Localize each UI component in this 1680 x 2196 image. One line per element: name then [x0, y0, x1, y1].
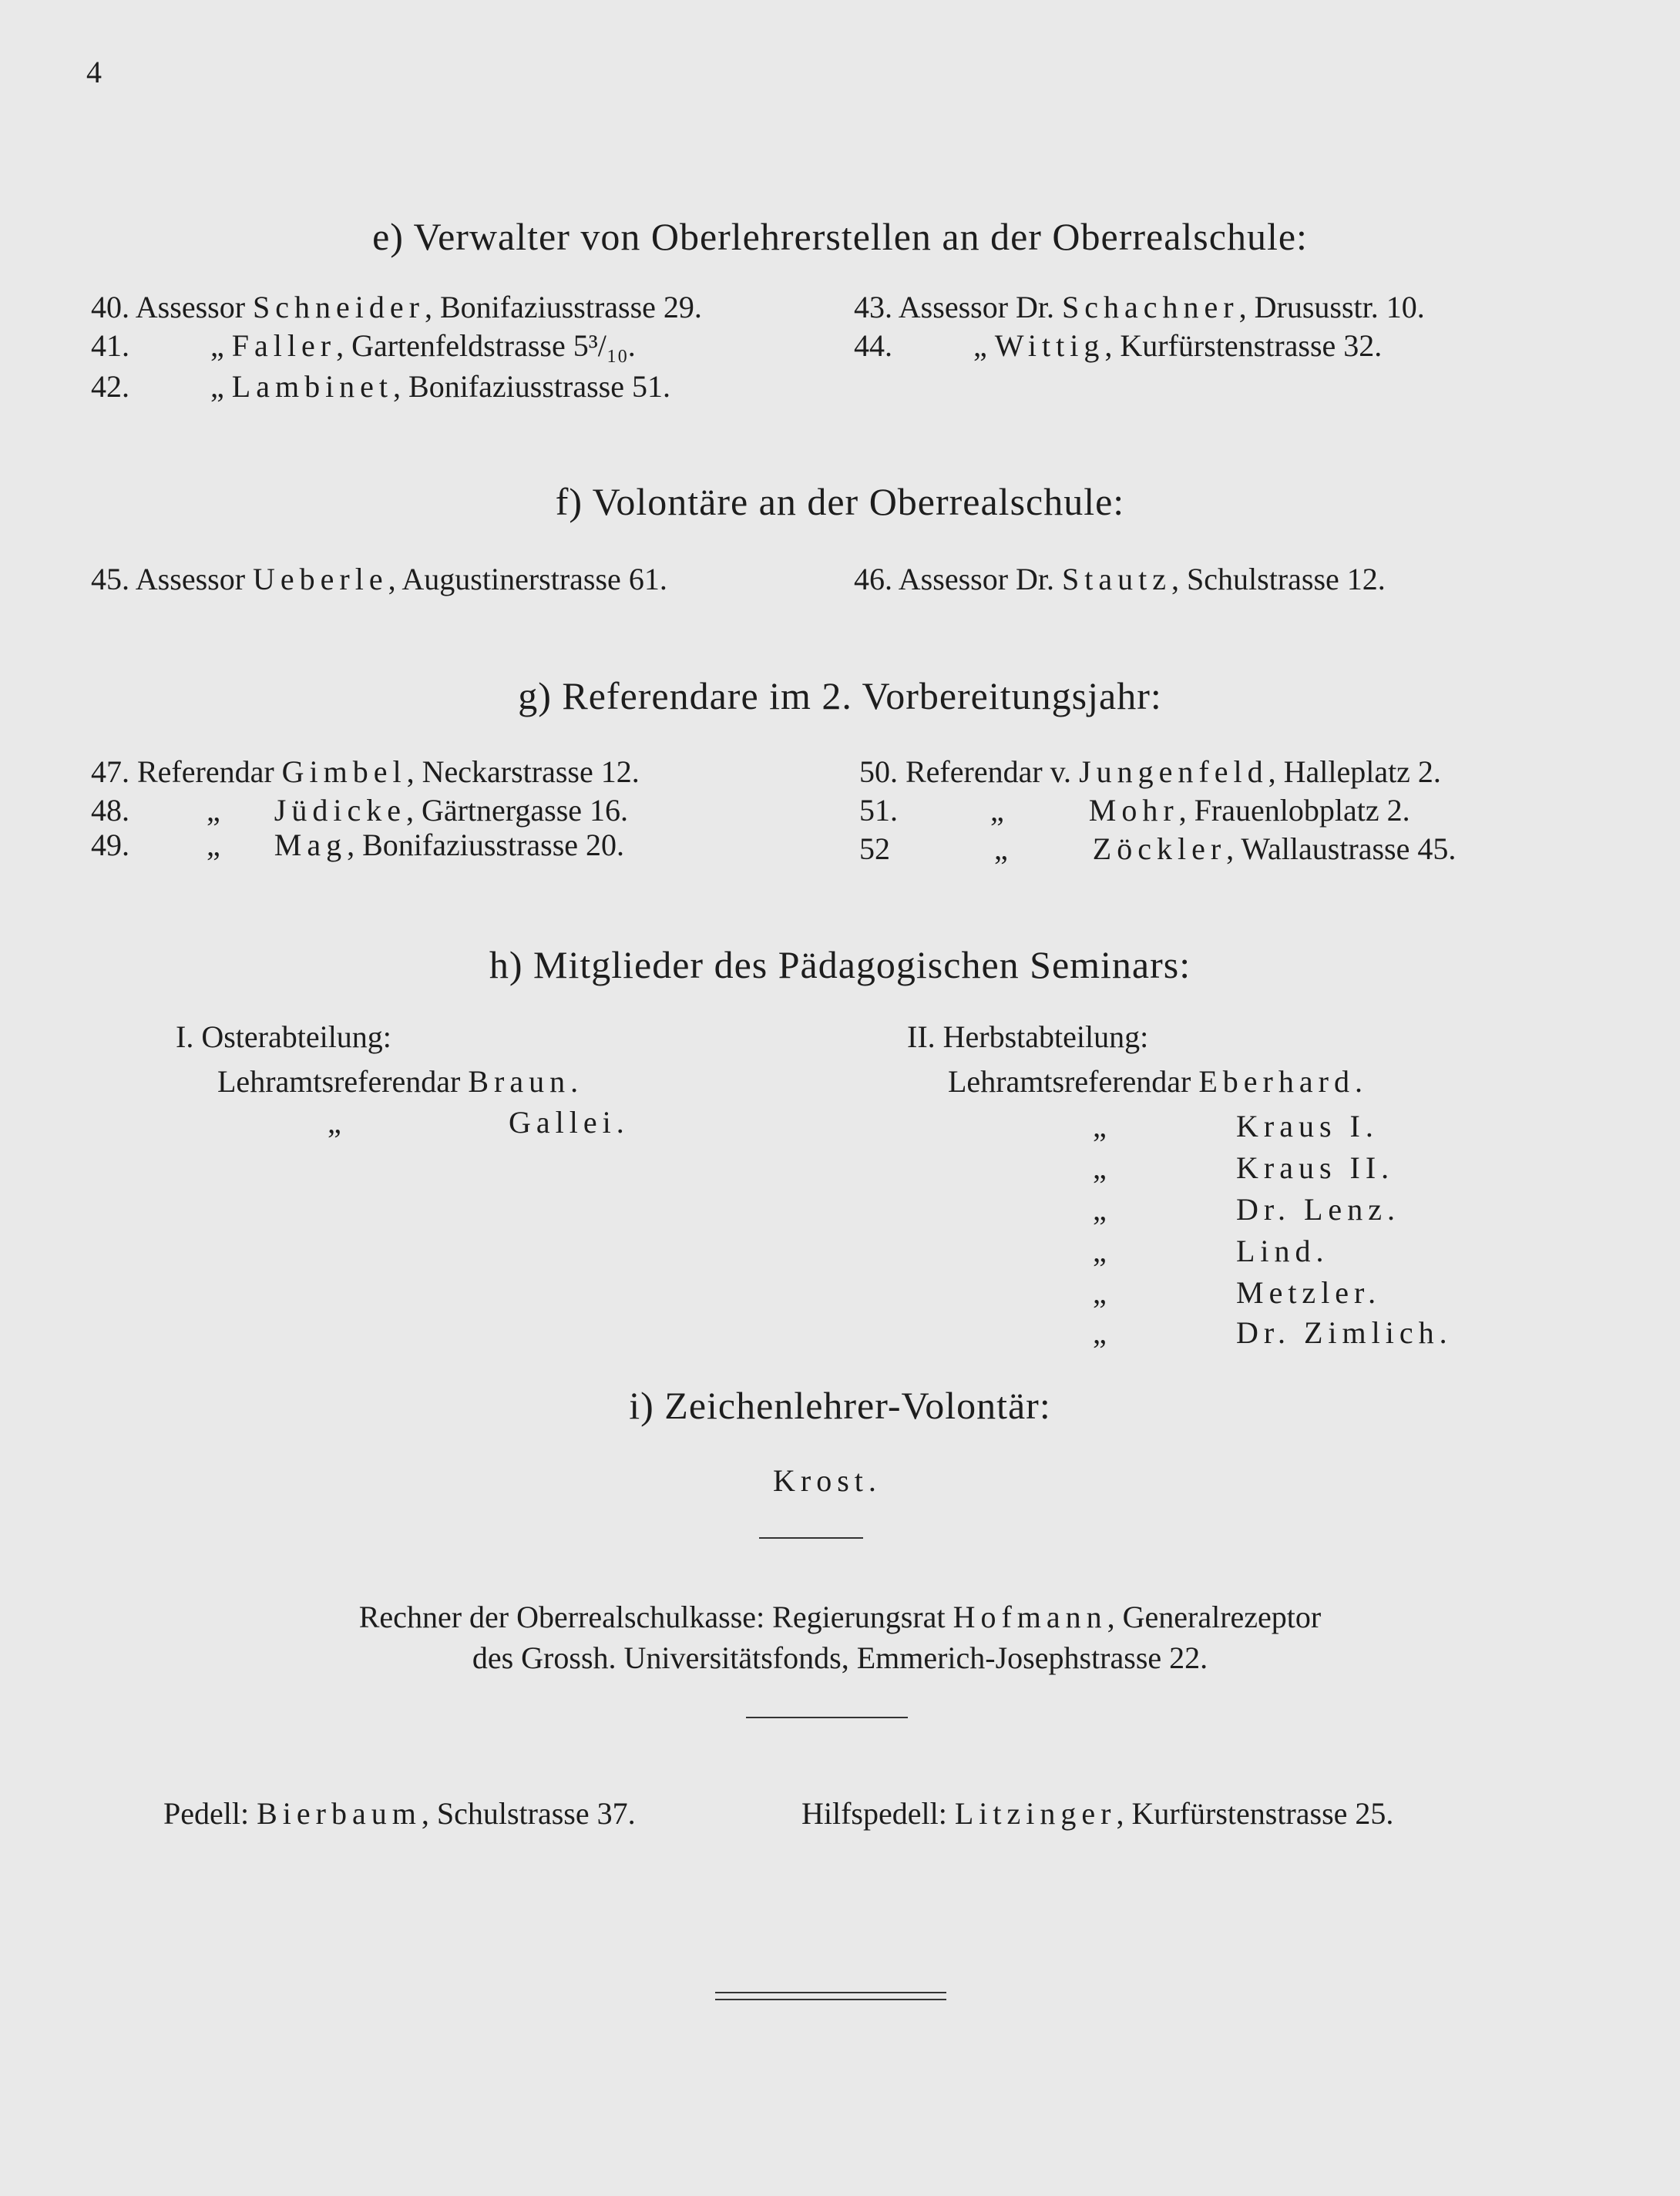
entry-45: 45. Assessor Ueberle, Augustinerstrasse 61.	[91, 562, 667, 596]
divider-rule-1	[759, 1537, 863, 1539]
person-name: Mohr	[1088, 793, 1179, 828]
section-h-heading: h) Mitglieder des Pädagogischen Seminars:	[489, 943, 1191, 986]
rechner-line-1: Rechner der Oberrealschulkasse: Regierungsrat Hofmann, Generalrezeptor	[358, 1600, 1322, 1634]
herbst-entry-1: Lehramtsreferendar Eberhard.	[948, 1064, 1368, 1099]
herbst-ditto-2: „	[1093, 1109, 1107, 1143]
person-name: Litzinger	[954, 1796, 1117, 1831]
oster-entry-2	[509, 1104, 630, 1140]
entry-48: 48. „ Jüdicke, Gärtnergasse 16.	[91, 793, 629, 828]
person-name: Bierbaum	[257, 1796, 422, 1831]
entry-47: 47. Referendar Gimbel, Neckarstrasse 12.	[91, 754, 640, 789]
entry-43: 43. Assessor Dr. Schachner, Drususstr. 10.	[854, 290, 1425, 324]
person-name: Lambinet	[231, 369, 394, 404]
entry-40: 40. Assessor Schneider, Bonifaziusstrasse 29.	[91, 290, 702, 324]
person-name: Zöckler	[1092, 831, 1227, 866]
entry-41: 41. „ Faller, Gartenfeldstrasse 5³/₁₀.	[91, 328, 636, 363]
oster-entry-1: Lehramtsreferendar Braun.	[217, 1064, 584, 1099]
page-number: 4	[86, 55, 102, 89]
zeichenlehrer-name: Krost.	[773, 1463, 882, 1498]
hilfspedell-line: Hilfspedell: Litzinger, Kurfürstenstrasse 25.	[801, 1796, 1394, 1831]
person-name: Jungenfeld	[1079, 754, 1268, 789]
entry-42: 42. „ Lambinet, Bonifaziusstrasse 51.	[91, 369, 670, 404]
end-rule-bottom	[715, 1999, 946, 2000]
person-name: Schachner	[1062, 290, 1239, 324]
section-e-heading: e) Verwalter von Oberlehrerstellen an der Oberrealschule:	[372, 215, 1308, 258]
person-name: Gimbel	[281, 754, 407, 789]
person-name: Faller	[231, 328, 337, 363]
entry-46: 46. Assessor Dr. Stautz, Schulstrasse 12.	[854, 562, 1386, 596]
herbst-entry-3: Kraus II.	[1236, 1150, 1395, 1185]
entry-52: 52 „ Zöckler, Wallaustrasse 45.	[859, 831, 1457, 866]
herbst-entry-5: Lind.	[1236, 1234, 1329, 1268]
person-name: Schneider	[253, 290, 425, 324]
osterabteilung-heading: I. Osterabteilung:	[176, 1019, 391, 1054]
section-g-heading: g) Referendare im 2. Vorbereitungsjahr:	[518, 674, 1162, 717]
section-f-heading: f) Volontäre an der Oberrealschule:	[555, 480, 1125, 523]
rechner-line-2: des Grossh. Universitätsfonds, Emmerich-Josephstrasse 22.	[472, 1640, 1208, 1675]
entry-49: 49. „ Mag, Bonifaziusstrasse 20.	[91, 828, 625, 862]
herbst-entry-2: Kraus I.	[1236, 1109, 1379, 1143]
herbst-ditto-4: „	[1093, 1192, 1107, 1227]
herbstabteilung-heading: II. Herbstabteilung:	[907, 1019, 1149, 1054]
person-name: Wittig	[994, 328, 1105, 363]
person-name: Jüdicke	[274, 793, 406, 828]
divider-rule-2	[746, 1717, 908, 1718]
herbst-entry-7: Dr. Zimlich.	[1236, 1315, 1453, 1350]
person-name: Gallei.	[509, 1105, 630, 1140]
herbst-ditto-3: „	[1093, 1150, 1107, 1185]
person-name: Braun.	[468, 1064, 584, 1099]
person-name: Mag	[274, 828, 348, 862]
herbst-ditto-5: „	[1093, 1234, 1107, 1268]
entry-50: 50. Referendar v. Jungenfeld, Halleplatz 2.	[859, 754, 1441, 789]
person-name: Eberhard.	[1198, 1064, 1368, 1099]
pedell-line: Pedell: Bierbaum, Schulstrasse 37.	[163, 1796, 636, 1831]
person-name: Stautz	[1062, 562, 1172, 596]
person-name: Hofmann	[953, 1600, 1107, 1634]
herbst-ditto-6: „	[1093, 1275, 1107, 1310]
section-i-heading: i) Zeichenlehrer-Volontär:	[629, 1384, 1051, 1427]
person-name: Ueberle	[253, 562, 388, 596]
herbst-entry-4: Dr. Lenz.	[1236, 1192, 1400, 1227]
oster-ditto: „	[328, 1105, 341, 1140]
entry-44: 44. „ Wittig, Kurfürstenstrasse 32.	[854, 328, 1383, 363]
entry-51: 51. „ Mohr, Frauenlobplatz 2.	[859, 793, 1410, 828]
herbst-ditto-7: „	[1093, 1315, 1107, 1350]
herbst-entry-6: Metzler.	[1236, 1275, 1382, 1310]
end-rule-top	[715, 1992, 946, 1993]
